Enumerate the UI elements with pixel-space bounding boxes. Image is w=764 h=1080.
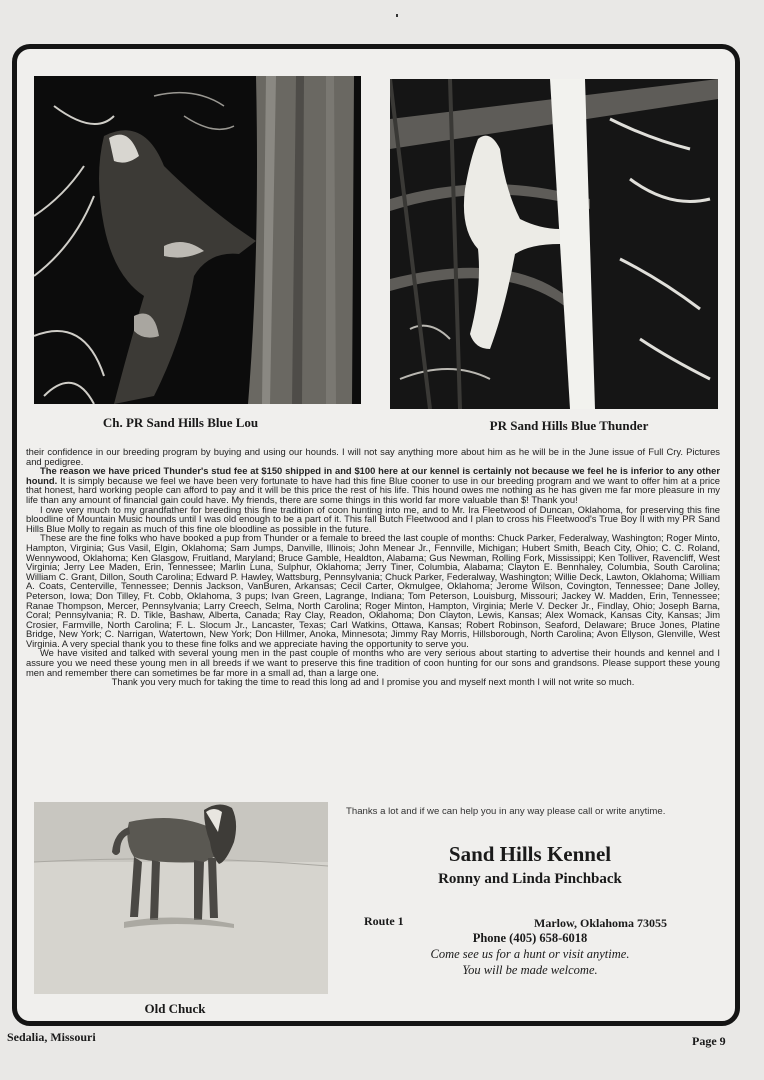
article-paragraph: their confidence in our breeding program by buying and using our hounds. I will not say anything more about him as he will be in the June issue of Full Cry. Pictures and pedigree. (26, 446, 720, 467)
address-route: Route 1 (364, 914, 404, 928)
article-closing: Thank you very much for taking the time to read this long ad and I promise you and myself next month I will not write so much. (111, 676, 635, 688)
welcome-line: You will be made welcome. (462, 963, 598, 977)
photo-old-chuck (34, 802, 328, 994)
caption-blue-thunder: PR Sand Hills Blue Thunder (489, 418, 649, 433)
photo-blue-thunder (390, 79, 718, 409)
photo-blue-lou (34, 76, 361, 404)
article-paragraph: We have visited and talked with several young men in the past couple of months who are very serious about starting to advertise their hounds and kennel and I assure you we need these young men in all breeds if we want to preserve this fine tradition of coon hunting for our sons and grandsons. Please support these young men and remember there can sometimes be far more in a small ad, than a large one. (26, 647, 720, 678)
article-paragraph (26, 466, 720, 504)
invitation-line: Come see us for a hunt or visit anytime. (430, 947, 630, 961)
page-number: Page 9 (692, 1034, 726, 1048)
thanks-line: Thanks a lot and if we can help you in any way please call or write anytime. (346, 806, 666, 817)
article-text: It is simply because we feel we have been very fortunate to have had this fine Blue cooner to use in our breeding program and we want to offer him at a price that honest, hard working people can afford to pay and it will be this price the rest of his life. This hound owes me nothing as he has given me far more pleasure in my life than any amount of financial gain could have. My friends, there are some things in this world far more valuable than $! Thank you! (26, 474, 720, 505)
kennel-name: Sand Hills Kennel (448, 842, 612, 866)
article-body (26, 447, 720, 687)
caption-blue-lou: Ch. PR Sand Hills Blue Lou (102, 415, 259, 430)
article-paragraph: I owe very much to my grandfather for breeding this fine tradition of coon hunting into me, and to Mr. Ira Fleetwood of Duncan, Oklahoma, for preserving this fine bloodline of Mountain Music hounds until I was old enough to be a part of it. This fall Butch Fleetwood and I plan to cross his Fleetwood's True Boy II with my PR Sand Hills Blue Molly to regain as much of this fine ole bloodline as possible in the future. (26, 503, 720, 534)
caption-old-chuck: Old Chuck (144, 1001, 206, 1016)
footer-location: Sedalia, Missouri (7, 1030, 96, 1044)
phone-number: Phone (405) 658-6018 (472, 931, 588, 945)
owners-name: Ronny and Linda Pinchback (438, 871, 622, 887)
article-paragraph: These are the fine folks who have booked a pup from Thunder or a female to breed the last couple of months: Chuck Parker, Federalway, Washington; Roger Minto, Hampton, Virginia; Gus Vasil, Elgin, Oklahoma; Sam Jumps, Danville, Illinois; John Menear Jr., Fennville, Michigan; Hubert Smith, Beach City, Ohio; C. C. Roland, Wennywood, Oklahoma; Ken Glasgow, Fruitland, Maryland; Bruce Gamble, Healdton, Alabama; Gus Newman, Rolling Fork, Mississippi; Ken Tolliver, Ravencliff, West Virginia; Jerry Lee Maden, Erin, Tennessee; Marlin Luna, Sulphur, Oklahoma; Jerry Tiner, Columbia, Alabama; Clayton E. Bennhaley, Columbia, South Carolina; William C. Grant, Dillon, South Carolina; Edward P. Hawley, Wattsburg, Pennsylvania; Chuck Parker, Federalway, Washington; Willie Deck, Lawton, Oklahoma; William A. Coats, Centerville, Tennessee; Dennis Jackson, VanBuren, Arkansas; Cecil Carter, Okmulgee, Oklahoma; Jerome Wilson, Covington, Tennessee; Dane Jolley, Peterson, Iowa; Don Tilley, Ft. Cobb, Oklahoma, 3 pups; Ivan Green, Lagrange, Indiana; Tom Peterson, Louisburg, Missouri; Jackey W. Madden, Erin, Tennessee; Ranae Thompson, Mercer, Pennsylvania; Larry Creech, Selma, North Carolina; Roger Minton, Hampton, Virginia; Merle V. Decker Jr., Findlay, Ohio; Joseph Barna, Coral; Pennsylvania; R. D. Tikle, Bashaw, Alberta, Canada; Ray Clay, Readon, Oklahoma; Don Clayton, Lewis, Kansas; Alex Womack, Kansas City, Kansas; Jim Crosier, Farmville, North Carolina; F. L. Slocum Jr., Lancaster, Texas; Carl Watkins, Ottawa, Kansas; Robert Robinson, Seaford, Delaware; Bruce Jones, Platine Bridge, New York; C. Narrigan, Watertown, New York; Don Hillmer, Anoka, Minnesota; Jimmy Ray Morris, Hillsborough, North Carolina; Avon Ellyson, Glenville, West Virginia. A very special thank you to these fine folks and we appreciate having the opportunity to serve you. (26, 532, 720, 649)
article-emphasis: The reason we have priced Thunder's stud fee at $150 shipped in and $100 here at our kennel is certainly not because we feel he is inferior to any other hound. (26, 465, 720, 486)
print-mark (396, 14, 398, 17)
address-city: Marlow, Oklahoma 73055 (534, 916, 668, 930)
